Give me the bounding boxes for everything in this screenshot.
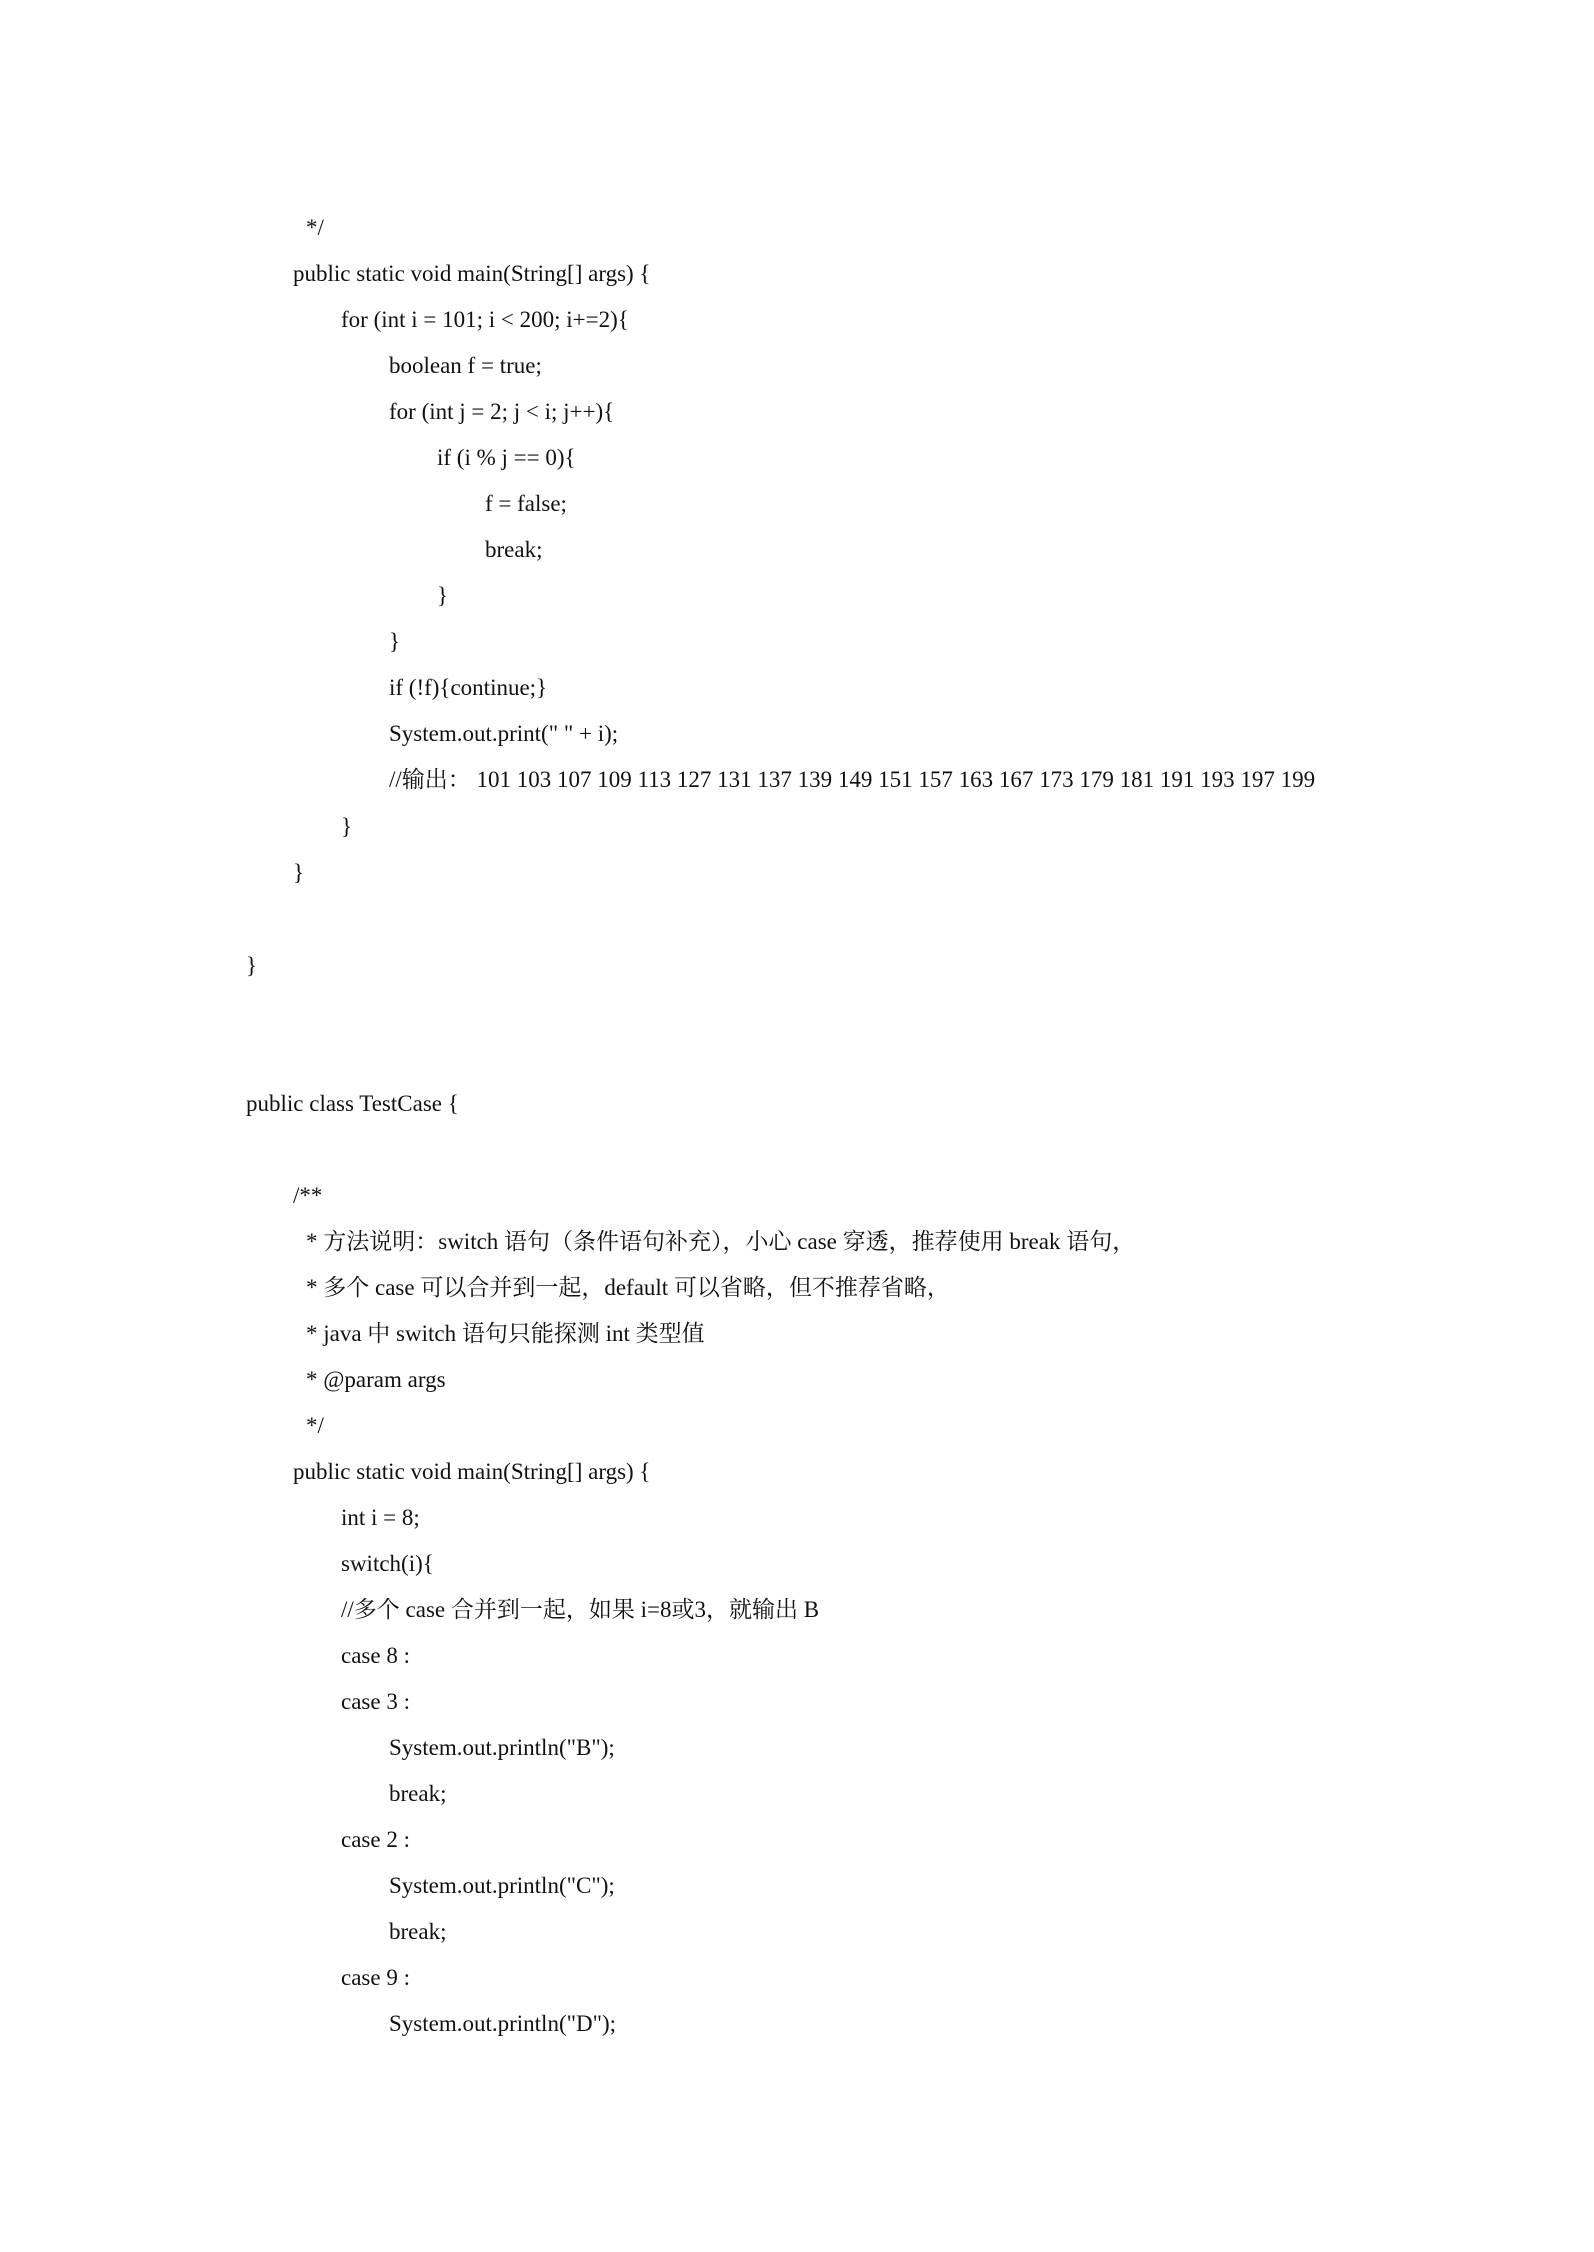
code-line: } [246, 953, 258, 978]
code-comment: //输出： 101 103 107 109 113 127 131 137 139 149 151 157 163 167 173 179 181 191 193 197 199 [389, 767, 1316, 792]
code-line: } [293, 860, 305, 885]
code-line: for (int j = 2; j < i; j++){ [389, 399, 615, 424]
code-line: switch(i){ [341, 1551, 434, 1576]
code-line: case 9 : [341, 1965, 410, 1990]
code-line: break; [389, 1781, 447, 1806]
code-line: boolean f = true; [389, 353, 542, 378]
code-comment: * java 中 switch 语句只能探测 int 类型值 [306, 1321, 705, 1346]
code-comment: /** [293, 1183, 323, 1208]
code-line: for (int i = 101; i < 200; i+=2){ [341, 307, 629, 332]
code-line: int i = 8; [341, 1505, 420, 1530]
code-line: if (!f){continue;} [389, 675, 548, 700]
code-line: } [389, 629, 401, 654]
code-comment: * 方法说明：switch 语句（条件语句补充），小心 case 穿透，推荐使用 break 语句， [306, 1229, 1136, 1254]
code-line: System.out.println("D"); [389, 2011, 617, 2036]
code-line: break; [485, 537, 543, 562]
code-comment: */ [306, 1413, 324, 1438]
code-line: System.out.print(" " + i); [389, 721, 619, 746]
code-comment: * 多个 case 可以合并到一起，default 可以省略，但不推荐省略， [306, 1275, 950, 1300]
code-line: public static void main(String[] args) { [293, 1459, 651, 1484]
code-line: System.out.println("C"); [389, 1873, 615, 1898]
code-line: System.out.println("B"); [389, 1735, 615, 1760]
code-line: case 2 : [341, 1827, 410, 1852]
code-line: public class TestCase { [246, 1091, 459, 1116]
code-line: if (i % j == 0){ [437, 445, 576, 470]
code-line: case 8 : [341, 1643, 410, 1668]
code-line: */ [306, 215, 324, 240]
code-line: f = false; [485, 491, 567, 516]
code-line: public static void main(String[] args) { [293, 261, 651, 286]
code-line: break; [389, 1919, 447, 1944]
code-line: } [437, 583, 449, 608]
code-line: case 3 : [341, 1689, 410, 1714]
code-comment: //多个 case 合并到一起，如果 i=8或3，就输出 B [341, 1597, 820, 1622]
code-line: } [341, 814, 353, 839]
code-comment: * @param args [306, 1367, 446, 1392]
